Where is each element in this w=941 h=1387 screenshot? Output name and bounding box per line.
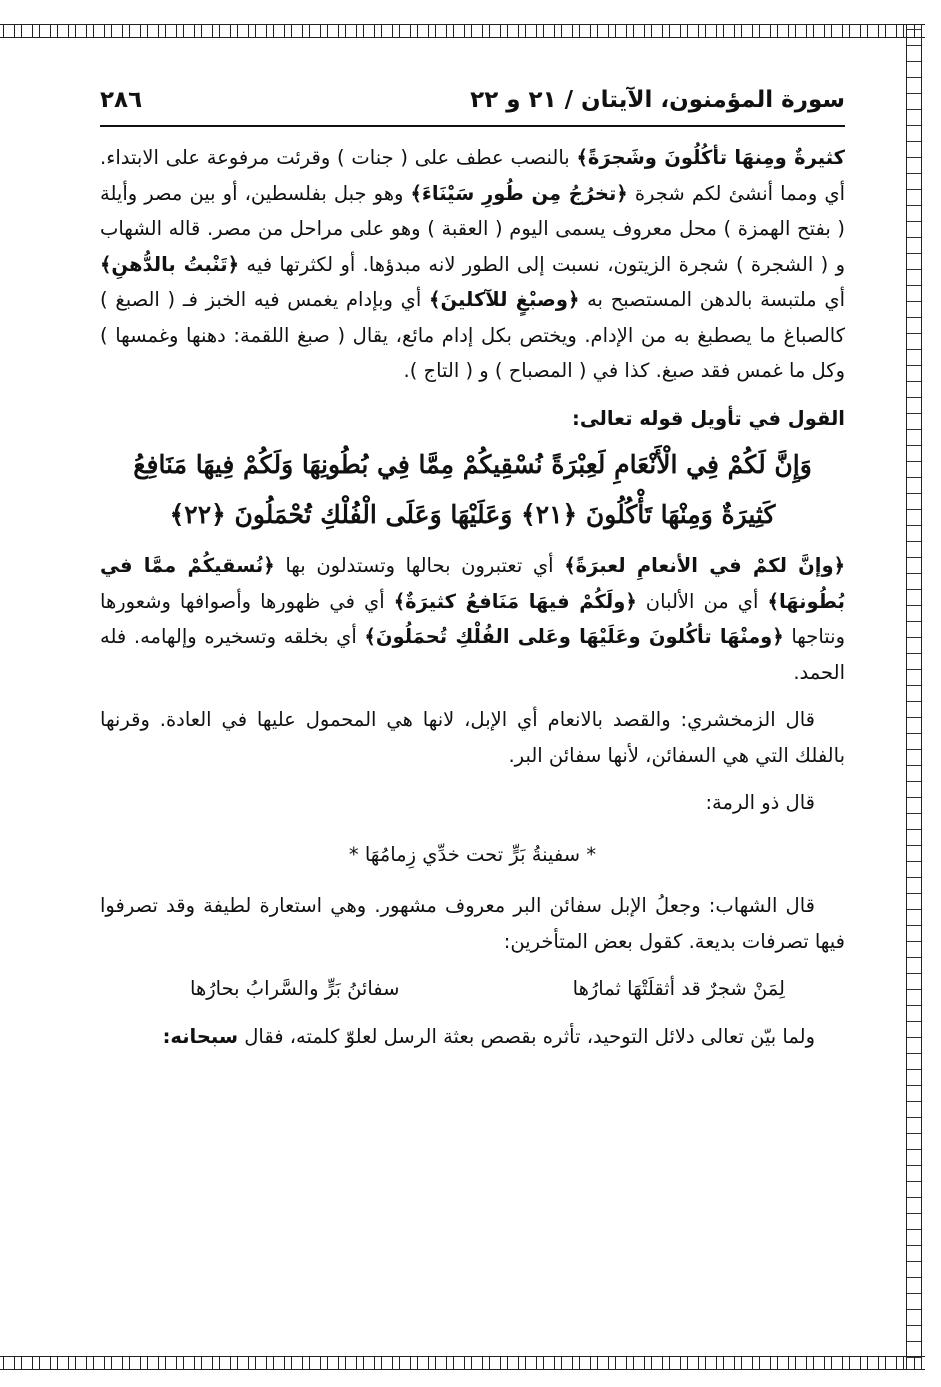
p1-text-1: بالنصب عطف على ( جنات ) وقرئت مرفوعة على الابتداء. أي ومما أنشئ لكم شجرة [100, 146, 845, 205]
page-header [100, 80, 845, 120]
page-body [100, 140, 845, 1054]
zamakhshari-paragraph: قال الزمخشري: والقصد بالانعام أي الإبل، لانها هي المحمول عليها في العادة. وقرنها بالفلك التي هي السفائن، لأنها سفائن البر. [100, 708, 845, 767]
decorative-border-right [906, 24, 922, 1370]
section-heading: القول في تأويل قوله تعالى: [572, 406, 845, 430]
p1-text-5: أي ملتبسة بالدهن المستصبح به [579, 288, 845, 311]
header-rule [100, 125, 845, 127]
p2-quran-quote-4: ﴿ولَكُمْ فيهَا مَنَافعُ كثيرَةٌ﴾ [393, 589, 637, 613]
page-number: ٢٨٦ [100, 87, 143, 113]
p2-quran-quote-2: ﴿نُسقيكُمْ ممَّا في بُطُونهَا﴾ [100, 554, 846, 613]
p1-quran-quote-2: ﴿تخرُجُ مِن طُورِ سَيْنَاءَ﴾ [410, 181, 628, 205]
poem-second-half: سفائنُ بَرٍّ والسَّرابُ بحارُها [190, 977, 400, 1000]
poem-verse [100, 971, 845, 1007]
poem-first-half: لِمَنْ شجرٌ قد أثقلَتْهَا ثمارُها [572, 977, 785, 1000]
p2-text-3: أي من الألبان [636, 589, 768, 613]
commentary-paragraph-1 [100, 140, 845, 389]
decorative-border-bottom [0, 1356, 925, 1370]
p1-quran-quote-4: ﴿تَنْبتُ بالدُّهنِ﴾ [100, 252, 239, 276]
p2-quran-quote-6: ﴿ومنْهَا تأكُلونَ وعَلَيْهَا وعَلى الفُلْكِ تُحمَلُونَ﴾ [364, 625, 784, 648]
decorative-border-top [0, 24, 925, 38]
p1-quran-quote-6: ﴿وصبْغٍ للآكلينَ﴾ [429, 288, 580, 311]
p2-quran-quote-0: ﴿وإنَّ لكمْ في الأنعامِ لعبرَةً﴾ [564, 554, 845, 577]
closing-bold: سبحانه: [162, 1024, 239, 1048]
closing-paragraph [100, 1019, 845, 1055]
quran-verse-block: وَإِنَّ لَكُمْ فِي الْأَنْعَامِ لَعِبْرَةً نُسْقِيكُمْ مِمَّا فِي بُطُونِهَا وَلَكُمْ فِيهَا مَنَافِعُ كَثِيرَةٌ وَمِنْهَا تَأْكُلُونَ ﴿٢١﴾ وَعَلَيْهَا وَعَلَى الْفُلْكِ تُحْمَلُونَ ﴿٢٢﴾ [133, 450, 812, 529]
poet-attribution: قال ذو الرمة: [705, 791, 815, 814]
running-title: سورة المؤمنون، الآيتان / ٢١ و ٢٢ [470, 87, 845, 113]
p2-text-7: أي بخلقه وتسخيره وإلهامه. فله الحمد. [100, 625, 845, 684]
poem-hemistich: * سفينةُ بَرٍّ تحت خدِّي زِمامُهَا * [348, 842, 597, 866]
p1-text-3: وهو جبل بفلسطين، أو بين مصر وأيلة ( بفتح الهمزة ) محل معروف يسمى اليوم ( العقبة ) وهو على مراحل من مصر. قاله الشهاب و ( الشجرة ) شجرة الزيتون، نسبت إلى الطور لانه مبدؤها. أو لكثرتها فيه [100, 181, 845, 276]
p1-quran-quote-0: كثيرةٌ ومِنهَا تأكُلُونَ وشَجرَةً﴾ [576, 146, 845, 169]
p2-text-5: أي في ظهورها وأصوافها وشعورها ونتاجها [100, 589, 845, 648]
p1-text-7: أي وبإدام يغمس فيه الخبز فـ ( الصبغ ) كالصباغ ما يصطبغ به من الإدام. ويختص بكل إدام مائع، يقال ( صبغ اللقمة: دهنها وغمسها ) وكل ما غمس فقد صبغ. كذا في ( المصباح ) و ( التاج ). [100, 288, 845, 382]
commentary-paragraph-2 [100, 548, 845, 690]
shihab-paragraph: قال الشهاب: وجعلُ الإبل سفائن البر معروف مشهور. وهي استعارة لطيفة وقد تصرفوا فيها تصرفات بديعة. كقول بعض المتأخرين: [100, 894, 845, 953]
closing-text: ولما بيّن تعالى دلائل التوحيد، تأثره بقصص بعثة الرسل لعلوّ كلمته، فقال [244, 1024, 815, 1048]
p2-text-1: أي تعتبرون بحالها وتستدلون بها [274, 554, 565, 577]
